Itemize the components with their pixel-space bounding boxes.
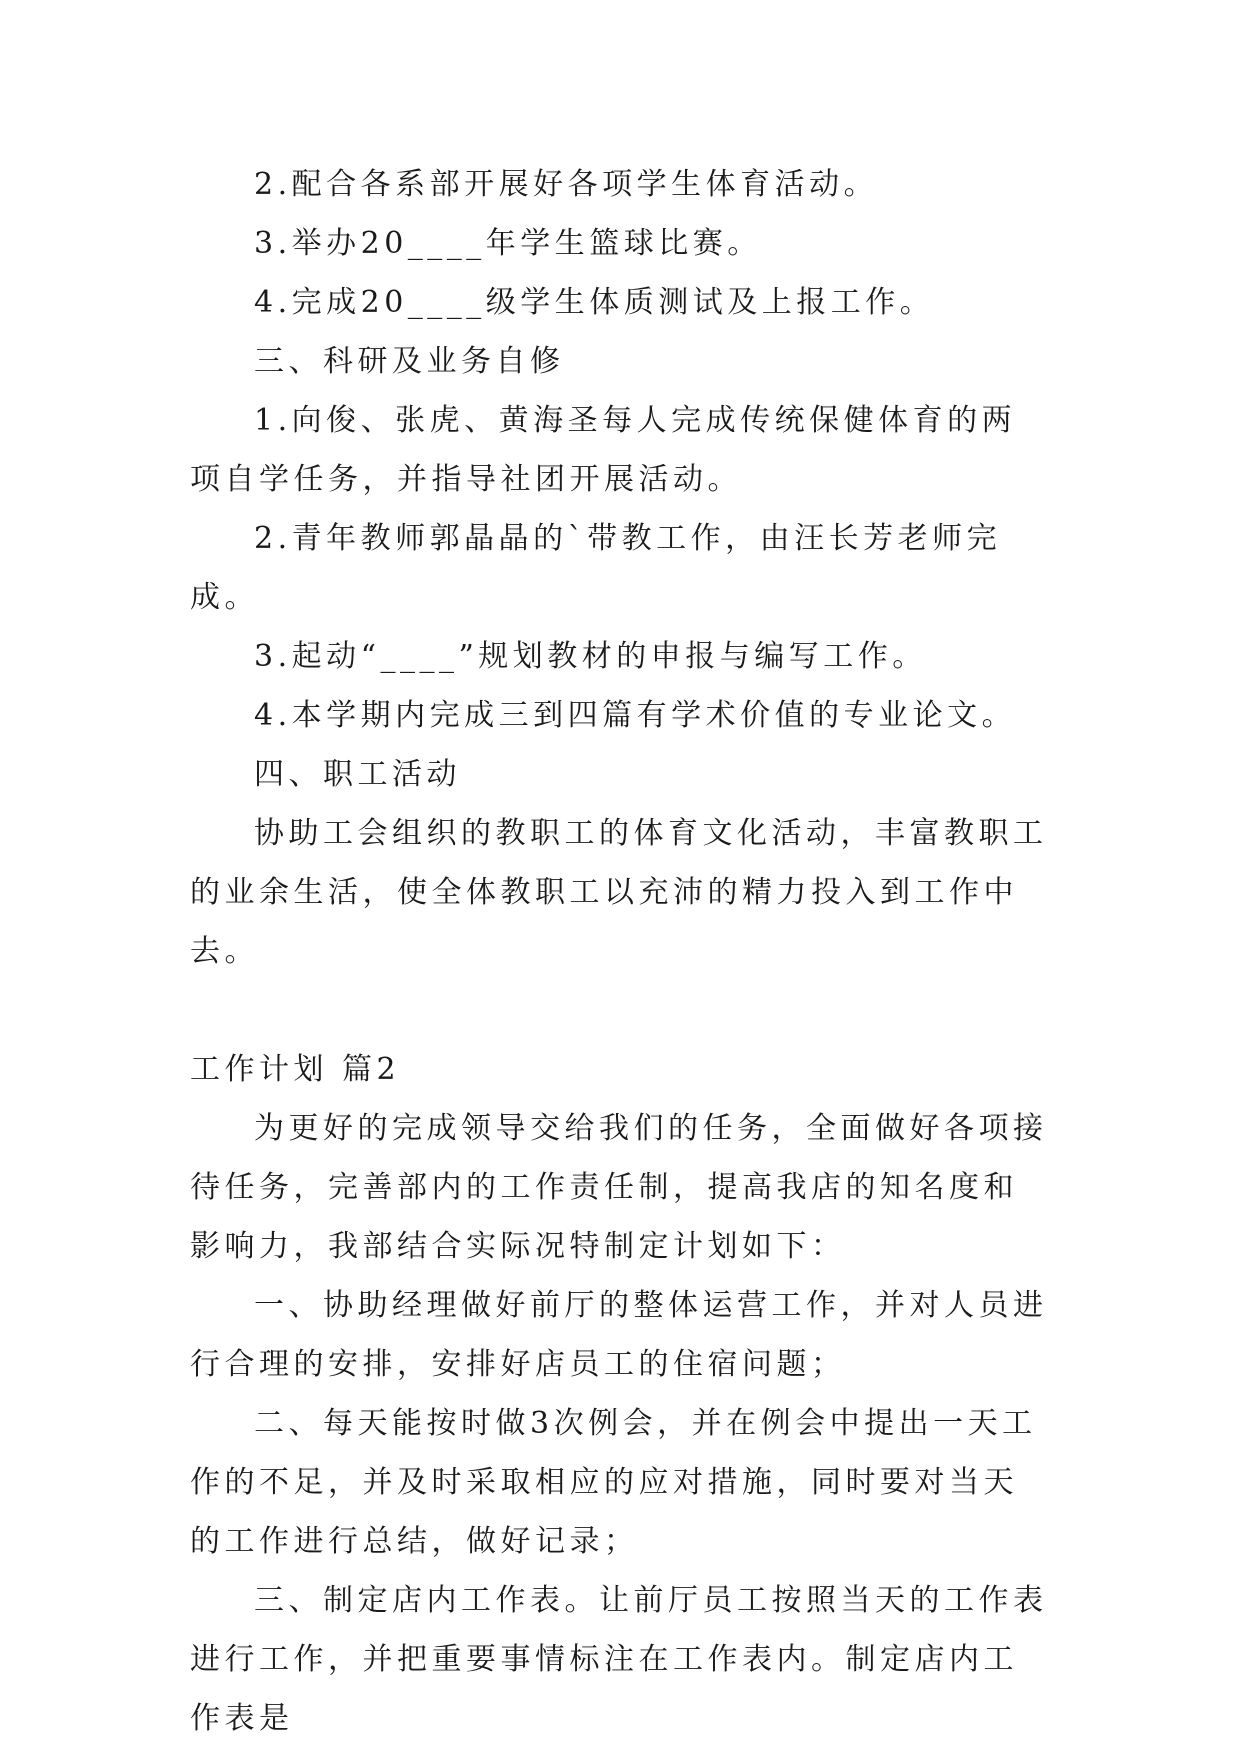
list-item: 3.起动“____”规划教材的申报与编写工作。: [254, 639, 927, 674]
staff-paragraph: 协助工会组织的教职工的体育文化活动，丰富教职工的业余生活，使全体教职工以充沛的精力投入到工作中去。: [190, 816, 1048, 969]
list-item: 3.举办20____年学生篮球比赛。: [254, 226, 762, 261]
document-body: [190, 155, 1050, 1748]
section-gap: [190, 981, 1050, 1040]
plan-point: 一、协助经理做好前厅的整体运营工作，并对人员进行合理的安排，安排好店员工的住宿问题；: [190, 1288, 1048, 1382]
list-item: 2.青年教师郭晶晶的`带教工作，由汪长芳老师完成。: [190, 521, 1002, 615]
section-heading-research: 三、科研及业务自修: [254, 344, 565, 379]
plan-point: 三、制定店内工作表。让前厅员工按照当天的工作表进行工作，并把重要事情标注在工作表内。制定店内工作表是: [190, 1583, 1048, 1736]
list-item: 4.本学期内完成三到四篇有学术价值的专业论文。: [254, 698, 1017, 733]
section-heading-staff: 四、职工活动: [254, 757, 461, 792]
list-item: 1.向俊、张虎、黄海圣每人完成传统保健体育的两项自学任务，并指导社团开展活动。: [190, 403, 1017, 497]
intro-paragraph: 为更好的完成领导交给我们的任务，全面做好各项接待任务，完善部内的工作责任制，提高我店的知名度和影响力，我部结合实际况特制定计划如下：: [190, 1111, 1048, 1264]
list-item: 2.配合各系部开展好各项学生体育活动。: [254, 167, 879, 202]
section-title: 工作计划 篇2: [190, 1052, 401, 1087]
list-item: 4.完成20____级学生体质测试及上报工作。: [254, 285, 935, 320]
plan-point: 二、每天能按时做3次例会，并在例会中提出一天工作的不足，并及时采取相应的应对措施，同时要对当天的工作进行总结，做好记录；: [190, 1406, 1037, 1559]
